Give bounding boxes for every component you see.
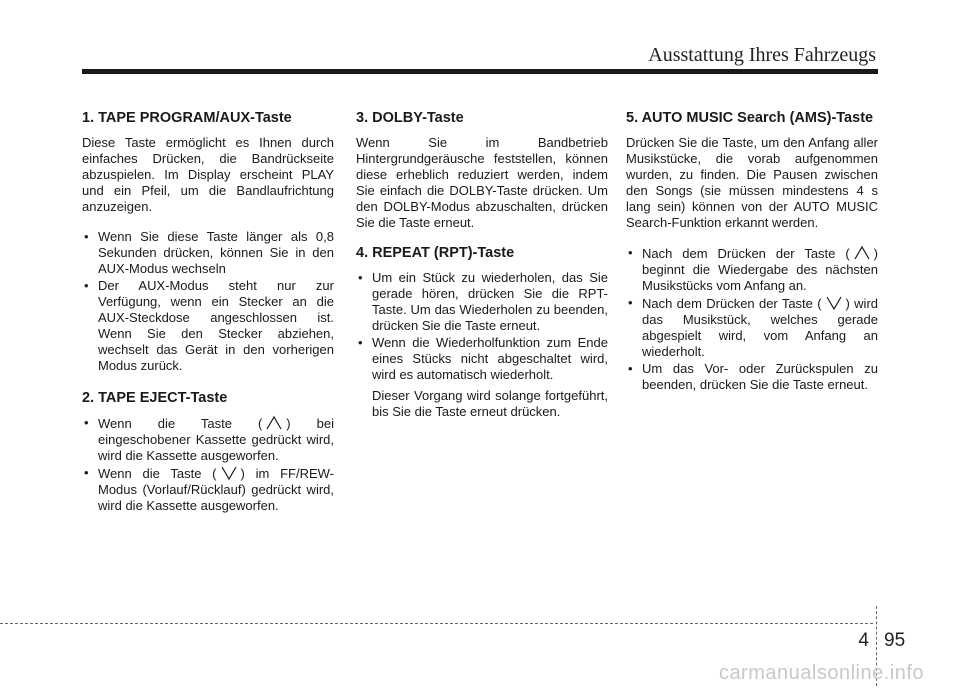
section-4-list (356, 270, 608, 420)
section-1-list (82, 229, 334, 374)
section-3-text: Wenn Sie im Bandbetrieb Hintergrundgeräusche feststellen, können diese erheblich reduziert werden, indem Sie einfach die DOLBY-Taste drücken. Um den DOLBY-Modus abzuschalten, drücken Sie die Taste erneut. (356, 135, 608, 230)
section-3-title: 3. DOLBY-Taste (356, 110, 464, 126)
list-item: • Um ein Stück zu wiederholen, das Sie gerade hören, drücken Sie die RPT-Taste. Um das Wiederholen zu beenden, drücken Sie die Taste erneut. (356, 270, 608, 334)
text-part: Nach dem Drücken der Taste ( (642, 296, 822, 311)
text-part: Wenn die Taste ( (98, 416, 263, 431)
text-part: ) bei eingeschobener Kassette gedrückt wird, wird die Kassette ausgeworfen. (98, 416, 334, 463)
text-part: Wenn die Wiederholfunktion zum Ende eines Stücks nicht abgeschaltet wird, wird es automatisch wiederholt. (372, 335, 608, 382)
section-1-title: 1. TAPE PROGRAM/AUX-Taste (82, 110, 292, 126)
text-part: Nach dem Drücken der Taste ( (642, 246, 850, 261)
eject-down-icon (220, 465, 238, 481)
eject-up-icon (265, 415, 283, 431)
section-1-text: Diese Taste ermöglicht es Ihnen durch einfaches Drücken, die Bandrückseite abzuspielen. Im Display erscheint PLAY und ein Pfeil, um die Bandlaufrichtung anzuzeigen. (82, 135, 334, 214)
footer-rule (0, 623, 873, 624)
section-5-list (626, 245, 878, 393)
list-item: • Wenn Sie diese Taste länger als 0,8 Sekunden drücken, können Sie in den AUX-Modus wechseln (82, 229, 334, 277)
list-item (82, 415, 334, 464)
page-number: 95 (884, 630, 906, 651)
section-2-title: 2. TAPE EJECT-Taste (82, 390, 228, 406)
next-up-icon (853, 245, 871, 261)
list-item (626, 245, 878, 294)
column-2 (356, 110, 608, 436)
list-item: • Um das Vor- oder Zurückspulen zu beenden, drücken Sie die Taste erneut. (626, 361, 878, 393)
list-item-sub: Dieser Vorgang wird solange fortgeführt, bis Sie die Taste erneut drücken. (372, 388, 608, 419)
text-part: ) im FF/REW-Modus (Vorlauf/Rücklauf) gedrückt wird, wird die Kassette ausgeworfen. (98, 466, 334, 513)
section-5-title: 5. AUTO MUSIC Search (AMS)-Taste (626, 110, 874, 126)
column-1 (82, 110, 334, 530)
column-3 (626, 110, 878, 409)
watermark: carmanualsonline.info (718, 662, 924, 684)
section-5-text: Drücken Sie die Taste, um den Anfang aller Musikstücke, die vorab aufgenommen wurden, zu finden. Die Pausen zwischen den Songs (sie müssen mindestens 4 s lang sein) können von der AUTO MUSIC Search-Funktion erkannt werden. (626, 135, 878, 230)
list-item: • Der AUX-Modus steht nur zur Verfügung, wenn ein Stecker an die AUX-Steckdose angeschlossen ist. Wenn Sie den Stecker abziehen, wechselt das Gerät in den vorherigen Modus zurück. (82, 278, 334, 374)
section-2-list (82, 415, 334, 514)
text-part: ) wird das Musikstück, welches gerade abgespielt wird, vom Anfang an wiederholt. (642, 296, 879, 359)
text-part: Wenn die Taste ( (98, 466, 217, 481)
header-title: Ausstattung Ihres Fahrzeugs (648, 44, 876, 66)
header-rule (82, 69, 878, 74)
list-item (82, 465, 334, 514)
previous-down-icon (825, 295, 843, 311)
chapter-number: 4 (858, 630, 869, 651)
list-item (626, 295, 878, 360)
section-4-title: 4. REPEAT (RPT)-Taste (356, 245, 515, 261)
text-part: ) beginnt die Wiedergabe des nächsten Musikstücks vom Anfang an. (642, 246, 878, 293)
list-item (356, 335, 608, 420)
